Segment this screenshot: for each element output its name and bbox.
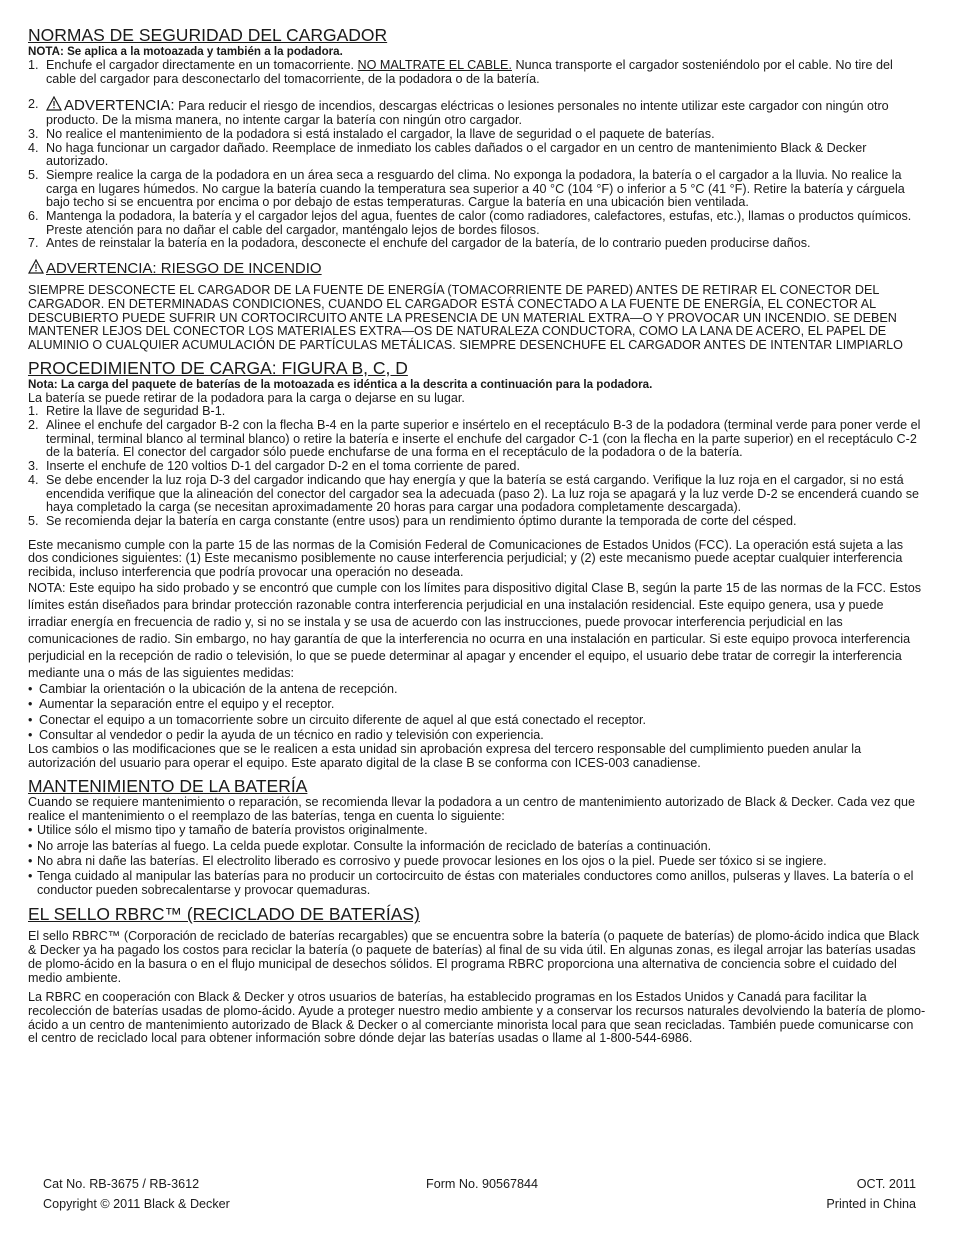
- footer-left: [43, 1174, 230, 1214]
- list-item: • Aumentar la separación entre el equipo y el receptor.: [28, 697, 335, 712]
- list-item: 5. Se recomienda dejar la batería en carga constante (entre usos) para un rendimiento óptimo durante la temporada de corte del césped.: [28, 513, 797, 528]
- paragraph: El sello RBRC™ (Corporación de reciclado de baterías recargables) que se encuentra sobre la batería (o paquete de baterías) de plomo-ácido indica que Black & Decker ya ha pagado los costos para reciclar la batería (o paquete de baterías) al final de su vida útil. En algunas zonas, es ilegal arrojar las baterías usadas de plomo-ácido en la basura o en el flujo municipal de desechos sólidos. El programa RBRC proporciona una alternativa de conciencia sobre el cuidado del medio ambiente.: [28, 929, 920, 985]
- section-title-battery-maintenance: MANTENIMIENTO DE LA BATERÍA: [28, 775, 308, 796]
- fcc-paragraph: Este mecanismo cumple con la parte 15 de las normas de la Comisión Federal de Comunicaciones de Estados Unidos (FCC). La operación está sujeta a las dos condiciones siguientes: (1) Este mecanismo posiblemente no cause interferencia perjudicial; y (2) este mecanismo puede aceptar cualquier interferencia recibida, incluso interferencia que podría provocar una operación no deseada.: [28, 537, 904, 580]
- list-item: 4. Se debe encender la luz roja D-3 del cargador indicando que hay energía y que la batería se está cargando. Verifique la luz roja en el cargador, si no está encendida verifique que la alineación del conector del cargador sea la adecuada (paso 2). La luz roja se apagará y la luz verde D-2 se encenderá cuando se haya completado la carga (se necesitan aproximadamente 20 horas para cargar una podadora completamente descargada).: [28, 472, 920, 515]
- fcc-measures-list: [28, 682, 926, 744]
- catalog-number: Cat No. RB-3675 / RB-3612: [43, 1177, 200, 1191]
- copyright: Copyright © 2011 Black & Decker: [43, 1197, 230, 1211]
- paragraph: Cuando se requiere mantenimiento o reparación, se recomienda llevar la podadora a un centro de mantenimiento autorizado de Black & Decker. Cada vez que realice el mantenimiento o el reemplazo de las baterías, tenga en cuenta lo siguiente:: [28, 794, 915, 823]
- list-item: 7. Antes de reinstalar la batería en la podadora, desconecte el enchufe del cargador de la batería, de lo contrario pueden producirse daños.: [28, 236, 811, 251]
- warning-triangle-icon: [46, 96, 62, 111]
- footer-right: [826, 1174, 916, 1214]
- manual-page: [28, 26, 926, 1046]
- fcc-note-paragraph: NOTA: Este equipo ha sido probado y se encontró que cumple con los límites para dispositivo digital Clase B, según la parte 15 de las normas de la FCC. Estos límites están diseñados para brindar protección razonable contra interferencia perjudicial en una instalación residencial. Este equipo genera, usa y puede irradiar energía en frecuencia de radio y, si no se instala y se usa de acuerdo con las instrucciones, puede provocar interferencia perjudicial en las comunicaciones de radio. Sin embargo, no hay garantía de que la interferencia no ocurra en una instalación en particular. Si este equipo provoca interferencia perjudicial en la recepción de radio o televisión, lo que se puede determinar al apagar y encender el equipo, el usuario debe tratar de corregir la interferencia mediante una o más de las siguientes medidas:: [28, 580, 921, 680]
- list-item: 4. No haga funcionar un cargador dañado. Reemplace de inmediato los cables dañados o el cargador en un centro de mantenimiento Black & Decker autorizado.: [28, 140, 867, 169]
- list-item: 3. No realice el mantenimiento de la podadora si está instalado el cargador, la llave de seguridad o el paquete de baterías.: [28, 126, 715, 141]
- list-item: • Utilice sólo el mismo tipo y tamaño de batería provistos originalmente.: [28, 823, 428, 838]
- publication-date: OCT. 2011: [856, 1177, 916, 1191]
- section-title-rbrc-seal: EL SELLO RBRC™ (RECICLADO DE BATERÍAS): [28, 904, 420, 925]
- paragraph: La RBRC en cooperación con Black & Decker y otros usuarios de baterías, ha establecido programas en los Estados Unidos y Canadá para facilitar la recolección de baterías usadas de plomo-ácido. Ayude a proteger nuestro medio ambiente y a conservar los recursos naturales devolviendo la batería de plomo-ácido a un centro de mantenimiento autorizado de Black & Decker o al comerciante minorista local para que sean recicladas. También puede comunicarse con el centro de reciclado local para obtener información sobre dónde dejar las baterías usadas o llame al 1-800-544-6986.: [28, 990, 926, 1046]
- list-item: 5. Siempre realice la carga de la podadora en un área seca a resguardo del clima. No exponga la podadora, la batería o el cargador a la lluvia. No realice la carga en lugares húmedos. No cargue la batería cuando la temperatura sea superior a 40 °C (104 °F) o inferior a 5 °C (41 °F). Retire la batería y cárguela bajo techo si se encuentra por encima o por debajo de estas temperaturas. Cargue la batería en una ubicación bien ventilada.: [28, 167, 905, 210]
- list-item: • Consultar al vendedor o pedir la ayuda de un técnico en radio y televisión con experiencia.: [28, 728, 544, 743]
- fire-hazard-text: SIEMPRE DESCONECTE EL CARGADOR DE LA FUENTE DE ENERGÍA (TOMACORRIENTE DE PARED) ANTES DE RETIRAR EL CONECTOR DEL CARGADOR. EN DETERMINADAS CONDICIONES, CUANDO EL CARGADOR ESTÁ CONECTADO A LA FUENTE DE ENERGÍA, EL CONECTOR AL DESCUBIERTO PUEDE SUFRIR UN CORTOCIRCUITO ANTE LA PRESENCIA DE UN MATERIAL EXTRA—O Y PROVOCAR UN INCENDIO. SE DEBEN MANTENER LEJOS DEL CONECTOR LOS MATERIALES EXTRA—OS DE NATURALEZA CONDUCTORA, COMO LA LANA DE ACERO, EL PAPEL DE ALUMINIO O CUALQUIER ACUMULACIÓN DE PARTÍCULAS METÁLICAS. SIEMPRE DESENCHUFE EL CARGADOR ANTES DE INTENTAR LIMPIARLO: [28, 283, 903, 352]
- charging-steps-list: [28, 405, 926, 528]
- list-item: • No arroje las baterías al fuego. La celda puede explotar. Consulte la información de reciclado de baterías a continuación.: [28, 838, 712, 853]
- list-item: • Cambiar la orientación o la ubicación de la antena de recepción.: [28, 681, 398, 696]
- printed-in: Printed in China: [826, 1197, 916, 1211]
- section-note: NOTA: Se aplica a la motoazada y también a la podadora.: [28, 45, 343, 58]
- fire-hazard-heading: ADVERTENCIA: RIESGO DE INCENDIO: [28, 259, 926, 278]
- list-item: 6. Mantenga la podadora, la batería y el cargador lejos del agua, fuentes de calor (como radiadores, calefactores, estufas, etc.), llamas o productos químicos. Preste atención para no dañar el cable del cargador, manténgalo lejos de bordes filosos.: [28, 209, 912, 237]
- underlined-warning: NO MALTRATE EL CABLE.: [357, 58, 512, 72]
- warning-triangle-icon: [28, 259, 44, 274]
- section-title-charger-safety: NORMAS DE SEGURIDAD DEL CARGADOR: [28, 25, 388, 45]
- fcc-changes-paragraph: Los cambios o las modificaciones que se le realicen a esta unidad sin aprobación expresa del tercero responsable del cumplimiento pueden anular la autorización del usuario para operar el equipo. Este aparato digital de la clase B se conforma con ICES-003 canadiense.: [28, 742, 862, 771]
- form-number: Form No. 90567844: [426, 1177, 539, 1191]
- list-item: • No abra ni dañe las baterías. El electrolito liberado es corrosivo y puede provocar lesiones en los ojos o la piel. Puede ser tóxico si se ingiere.: [28, 854, 827, 869]
- list-item: 1. Retire la llave de seguridad B-1.: [28, 404, 226, 419]
- list-item: 2. ADVERTENCIA: Para reducir el riesgo de incendios, descargas eléctricas o lesiones personales no intente utilizar este cargador con ningún otro producto. De la misma manera, no intente cargar la batería con ningún otro cargador.: [28, 97, 889, 128]
- list-item: 1. Enchufe el cargador directamente en un tomacorriente. NO MALTRATE EL CABLE. Nunca transporte el cargador sosteniéndolo por el cable. No tire del cable del cargador para desconectarlo del tomacorriente, de la podadora o de la batería.: [28, 58, 893, 86]
- list-item: • Conectar el equipo a un tomacorriente sobre un circuito diferente de aquel al que está conectado el receptor.: [28, 712, 646, 727]
- warning-label: ADVERTENCIA:: [64, 97, 175, 115]
- battery-maintenance-list: [28, 823, 926, 897]
- list-item: 3. Inserte el enchufe de 120 voltios D-1 del cargador D-2 en el toma corriente de pared.: [28, 459, 520, 474]
- charger-safety-list: [28, 59, 926, 251]
- section-note: Nota: La carga del paquete de baterías de la motoazada es idéntica a la descrita a continuación para la podadora.: [28, 377, 653, 391]
- section-title-charging-procedure: PROCEDIMIENTO DE CARGA: FIGURA B, C, D: [28, 357, 408, 378]
- paragraph: La batería se puede retirar de la podadora para la carga o dejarse en su lugar.: [28, 390, 465, 405]
- list-item: 2. Alinee el enchufe del cargador B-2 con la flecha B-4 en la parte superior e insértelo en el receptáculo B-3 de la podadora (terminal verde para poner verde el terminal, terminal blanco al terminal blanco) o retire la batería e inserte el enchufe del cargador C-1 (con la flecha en la parte superior) en el receptáculo C-2 de la batería. El conector del cargador sólo puede enchufarse de una forma en el receptáculo de la podadora o de la batería.: [28, 418, 921, 460]
- list-item: • Tenga cuidado al manipular las baterías para no producir un cortocircuito de éstas con materiales conductores como anillos, pulseras y llaves. La batería o el conductor pueden sobrecalentarse y provocar quemaduras.: [28, 869, 914, 897]
